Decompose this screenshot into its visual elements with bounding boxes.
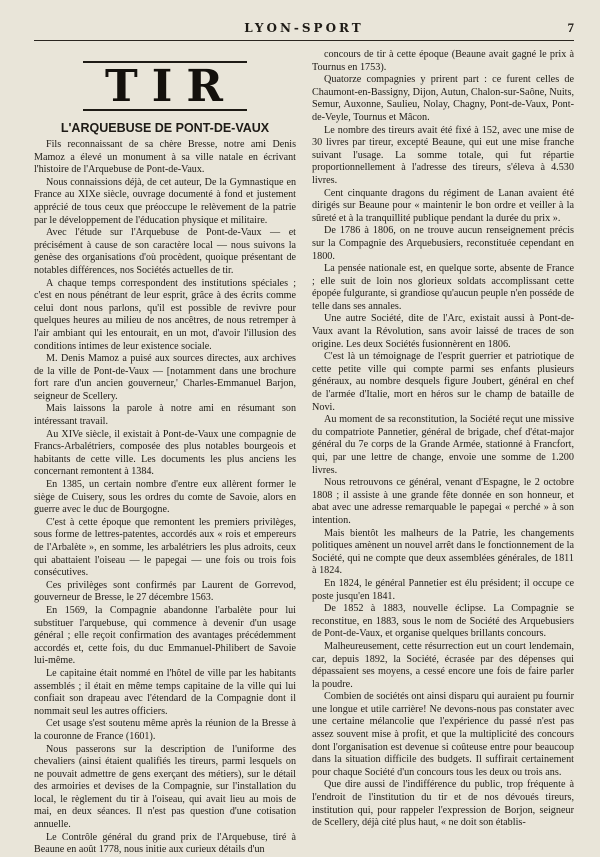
article-columns xyxy=(34,49,574,857)
article-paragraph: A chaque temps correspondent des institutions spéciales ; c'est en nous pénétrant de leur esprit, grâce à des écrits comme celui dont nous parlons, qu'il est possible de revivre pour quelques heures au milieu de nos ancêtres, de nous retremper à l'air ambiant qui les entourait, en un mot, d'avoir l'illusion des conditions intimes de leur existence sociale. xyxy=(34,277,296,352)
article-paragraph: Mais laissons la parole à notre ami en résumant son intéressant travail. xyxy=(34,403,296,428)
article-paragraph: En 1385, un certain nombre d'entre eux allèrent former le siège de Cuisery, sous les ordres du comte de Savoie, alors en guerre avec le duc de Bourgogne. xyxy=(34,479,296,516)
article-paragraph: Avec l'étude sur l'Arquebuse de Pont-de-Vaux — et précisément à cause de son caractère local — nous suivons la genèse des organisations d'où procèdent, quoique présentant de notables différences, nos Sociétés actuelles de tir. xyxy=(34,227,296,276)
journal-title: LYON-SPORT xyxy=(244,21,364,35)
article-paragraph: Nous retrouvons ce général, venant d'Espagne, le 2 octobre 1808 ; il assiste à une grande fête donnée en son honneur, et abat avec une adresse remarquable le papegai « perché » à son intention. xyxy=(312,477,574,526)
article-paragraph: La pensée nationale est, en quelque sorte, absente de France ; elle suit de loin nos glorieux soldats accomplissant cette épopée fulgurante, si grandiose qu'aucun peuple n'en posséde de telle dans ses annales. xyxy=(312,263,574,312)
right-column-text xyxy=(312,49,574,830)
page-number: 7 xyxy=(567,20,574,35)
article-paragraph: Cent cinquante dragons du régiment de Lanan avaient été dirigés sur Beaune pour « maintenir le bon ordre et veiller à la sûreté et à la tranquillité publique pendant la durée du prix ». xyxy=(312,187,574,224)
article-paragraph: M. Denis Mamoz a puisé aux sources directes, aux archives de la ville de Pont-de-Vaux — [notamment dans une brochure fort rare d'un ancien gouverneur,' Charles-Emmanuel Barjon, seigneur de Scellery. xyxy=(34,353,296,402)
left-column xyxy=(34,49,296,857)
article-paragraph: Le capitaine était nommé en l'hôtel de ville par les habitants assemblés ; il était en même temps capitaine de la ville qui lui confiait son drapeau avec l'étendard de la Compagnie dont il nommait seul les autres officiers. xyxy=(34,667,296,717)
article-paragraph: Combien de sociétés ont ainsi disparu qui auraient pu fournir une longue et utile carrière! Ne devons-nous pas constater avec une certaine mélancolie que l'expérience du passé n'est pas assez souvent mise à profit, et que la multiplicité des concours dont l'organisation est devenue si coûteuse entre pour beaucoup dans la situation difficile des budgets. Il suffirait certainement pour chaque Société d'un concours tous les deux ou trois ans. xyxy=(312,691,574,778)
article-paragraph: Cet usage s'est soutenu même après la réunion de la Bresse à la couronne de France (1601). xyxy=(34,718,296,742)
article-paragraph: Mais bientôt les malheurs de la Patrie, les changements politiques amènent un nouvel arrêt dans le fonctionnement de la Société, qui ne compte que deux assemblées générales, de 1811 à 1824. xyxy=(312,527,574,577)
section-heading-box xyxy=(34,61,296,111)
article-paragraph: Que dire aussi de l'indifférence du public, trop fréquente à l'endroit de l'institution du tir et de nos dévoués tireurs, institution qui, pour rappeler l'expression de Borjon, seigneur de Scellery, déjà cité plus haut, « ne doit son établis- xyxy=(312,779,574,829)
section-heading: TIR xyxy=(83,61,247,111)
article-paragraph: Une autre Société, dite de l'Arc, existait aussi à Pont-de-Vaux avant la Révolution, sans avoir laissé de traces de son origine. Les deux Sociétés fusionnèrent en 1806. xyxy=(312,313,574,350)
article-paragraph: C'est là un témoignage de l'esprit guerrier et patriotique de cette petite ville qui compte parmi ses enfants plusieurs généraux, au nombre desquels figure Joubert, général en chef de l'armée d'Italie, mort en héros sur le champ de bataille de Novi. xyxy=(312,351,574,413)
left-column-text xyxy=(34,139,296,857)
article-paragraph: De 1786 à 1806, on ne trouve aucun renseignement précis sur la Compagnie des Arquebusiers, reconstituée cependant en 1800. xyxy=(312,225,574,262)
article-paragraph: En 1569, la Compagnie abandonne l'arbalète pour lui substituer l'arquebuse, qui commence à devenir d'un usage général ; elle reçoit confirmation des avantages précédemment accordés et, cette fois, du duc Emmanuel-Philibert de Savoie lui-même. xyxy=(34,604,296,667)
article-paragraph: concours de tir à cette époque (Beaune avait gagné le prix à Tournus en 1753). xyxy=(312,49,574,73)
article-paragraph: Quatorze compagnies y prirent part : ce furent celles de Chaumont-en-Bassigny, Dijon, Autun, Chalon-sur-Saône, Nuits, Semur, Auxonne, Saulieu, Nolay, Chagny, Pont-de-Vaux, Pont-de-Veyle, Tournus et Mâcon. xyxy=(312,74,575,123)
article-paragraph: Au XIVe siècle, il existait à Pont-de-Vaux une compagnie de Francs-Arbalétriers, composée des plus notables bourgeois et habitants de cette ville. Les documents les plus anciens les concernant remontent à 1384. xyxy=(34,428,296,478)
article-paragraph: Fils reconnaissant de sa chère Bresse, notre ami Denis Mamoz a élevé un monument à sa ville natale en écrivant l'histoire de l'Arquebuse de Pont-de-Vaux. xyxy=(34,139,296,176)
article-paragraph: C'est à cette époque que remontent les premiers privilèges, sous forme de lettres-patentes, accordés aux « rois et empereurs de l'Arbalète », en somme, les arbalétriers les plus adroits, ceux qui abattaient l'oiseau — le papegai — une fois ou trois fois consécutives. xyxy=(34,516,296,579)
article-paragraph: Malheureusement, cette résurrection eut un court lendemain, car, depuis 1892, la Société, écrasée par des dépenses qui dépassaient ses moyens, a cessé encore une fois de faire parler la poudre. xyxy=(312,640,574,690)
article-paragraph: En 1824, le général Pannetier est élu président; il occupe ce poste jusqu'en 1841. xyxy=(312,577,574,602)
right-column xyxy=(312,49,574,857)
article-paragraph: Le nombre des tireurs avait été fixé à 152, avec une mise de 30 livres par tireur, excepté Beaune, qui eut une mise franche suivant l'usage. La somme totale, qui fut répartie proportionnellement à l'adresse des tireurs, s'éleva à 4.530 livres. xyxy=(312,124,574,186)
article-paragraph: De 1852 à 1883, nouvelle éclipse. La Compagnie se reconstitue, en 1883, sous le nom de Société des Arquebusiers de Pont-de-Vaux, et organise quelques brillants concours. xyxy=(312,603,574,640)
article-paragraph: Nous connaissions déjà, de cet auteur, De la Gymnastique en France au XIXe siècle, ouvrage documenté à fond et justement apprécié de tous ceux que préoccupe le relèvement de la patrie par le développement de l'éducation physique et militaire. xyxy=(34,176,296,226)
article-paragraph: Nous passerons sur la description de l'uniforme des chevaliers (ainsi étaient qualifiés les tireurs, parmi lesquels on ne pouvait admettre de gens exerçant des métiers), sur le détail des armoiries et devises de la Compagnie, sur l'installation du local, le règlement du tir à l'oiseau, qui avait lieu au mois de mai, en deux séances. Il n'est pas question d'une cotisation annuelle. xyxy=(34,743,296,831)
article-paragraph: Ces privilèges sont confirmés par Laurent de Gorrevod, gouverneur de Bresse, le 27 décembre 1563. xyxy=(34,579,296,604)
article-subheading: L'ARQUEBUSE DE PONT-DE-VAUX xyxy=(60,121,270,135)
article-paragraph: Le Contrôle général du grand prix de l'Arquebuse, tiré à Beaune en août 1778, nous initie aux curieux détails d'un xyxy=(34,831,296,856)
article-paragraph: Au moment de sa reconstitution, la Société reçut une missive du compatriote Pannetier, général de brigade, chef d'état-major général du 7e corps de la Grande Armée, stationné à Francfort, qui, par une lettre de change, envoie une somme de 1.200 livres. xyxy=(312,414,574,476)
running-head xyxy=(34,18,574,41)
